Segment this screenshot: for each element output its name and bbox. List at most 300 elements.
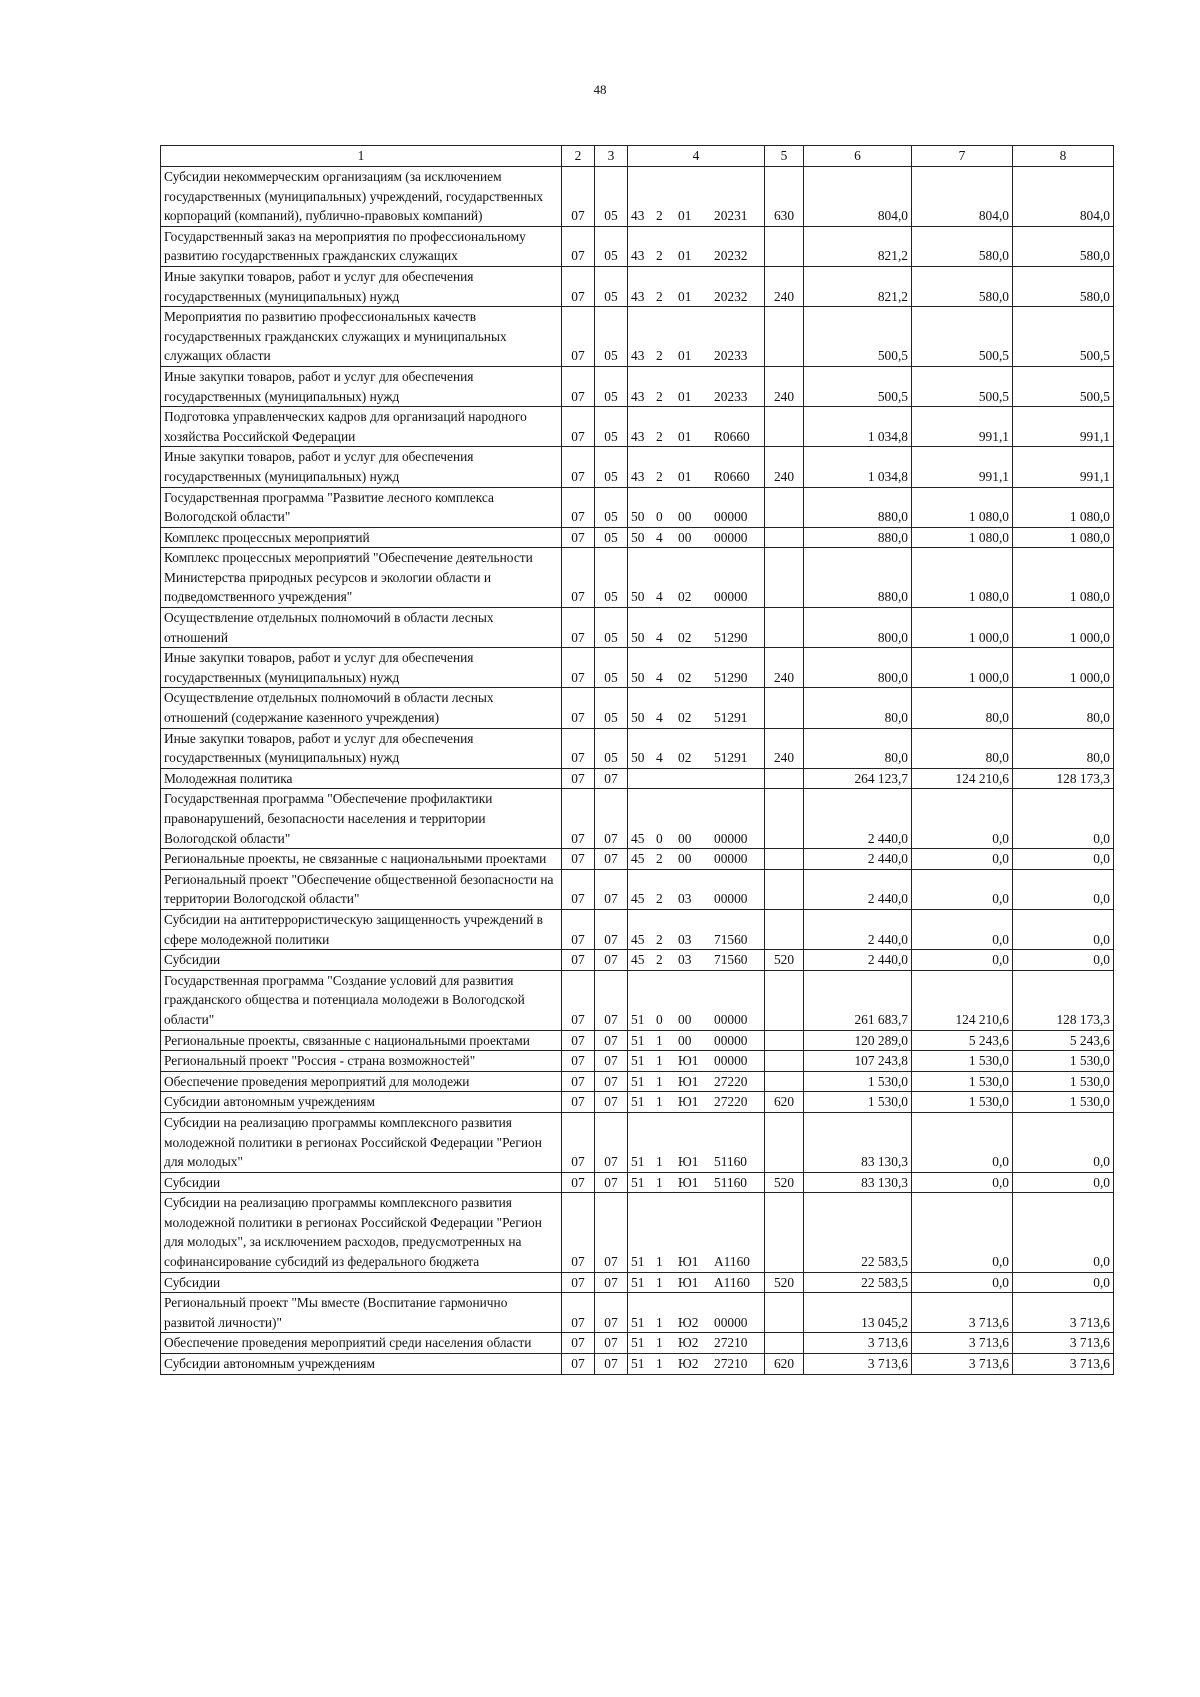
amount-col6: 1 034,8 [804, 447, 912, 487]
expense-type-code [765, 789, 804, 849]
section-code: 07 [562, 909, 595, 949]
row-name: Государственная программа "Развитие лесного комплекса Вологодской области" [161, 487, 562, 527]
amount-col8: 0,0 [1013, 950, 1114, 971]
subsection-code: 07 [595, 1293, 628, 1333]
structure-code: 4 [656, 710, 663, 726]
amount-col7: 0,0 [912, 950, 1013, 971]
amount-col6: 2 440,0 [804, 849, 912, 870]
target-code [628, 167, 765, 227]
direction-code: R0660 [714, 428, 750, 444]
expense-type-code [765, 688, 804, 728]
program-code: 51 [631, 1274, 645, 1290]
amount-col6: 1 530,0 [804, 1092, 912, 1113]
direction-code: R0660 [714, 468, 750, 484]
table-row [161, 1112, 1114, 1172]
expense-type-code [765, 1112, 804, 1172]
amount-col8: 1 080,0 [1013, 527, 1114, 548]
table-row [161, 970, 1114, 1030]
amount-col8: 991,1 [1013, 447, 1114, 487]
amount-col7: 80,0 [912, 728, 1013, 768]
subsection-code: 07 [595, 950, 628, 971]
program-code: 50 [631, 589, 645, 605]
target-code [628, 1272, 765, 1293]
table-row [161, 527, 1114, 548]
expense-type-code: 520 [765, 1172, 804, 1193]
direction-code: 00000 [714, 509, 748, 525]
expense-type-code: 520 [765, 950, 804, 971]
row-name: Обеспечение проведения мероприятий для молодежи [161, 1071, 562, 1092]
structure-code: 2 [656, 891, 663, 907]
program-code: 50 [631, 750, 645, 766]
section-code: 07 [562, 226, 595, 266]
element-code: 01 [678, 388, 692, 404]
target-code [628, 307, 765, 367]
direction-code: 20231 [714, 208, 748, 224]
table-row [161, 1092, 1114, 1113]
structure-code: 4 [656, 589, 663, 605]
amount-col6: 120 289,0 [804, 1030, 912, 1051]
direction-code: 51290 [714, 629, 748, 645]
amount-col7: 0,0 [912, 1112, 1013, 1172]
section-code: 07 [562, 407, 595, 447]
amount-col6: 261 683,7 [804, 970, 912, 1030]
subsection-code: 05 [595, 366, 628, 406]
target-code [628, 789, 765, 849]
program-code: 43 [631, 468, 645, 484]
amount-col6: 500,5 [804, 366, 912, 406]
direction-code: 27210 [714, 1356, 748, 1372]
target-code [628, 1293, 765, 1333]
amount-col8: 1 080,0 [1013, 487, 1114, 527]
row-name: Региональные проекты, не связанные с национальными проектами [161, 849, 562, 870]
expense-type-code [765, 548, 804, 608]
table-row [161, 1172, 1114, 1193]
expense-type-code: 240 [765, 648, 804, 688]
target-code [628, 1051, 765, 1072]
target-code [628, 970, 765, 1030]
structure-code: 1 [656, 1073, 663, 1089]
subsection-code: 05 [595, 266, 628, 306]
row-name: Субсидии на антитеррористическую защищенность учреждений в сфере молодежной политики [161, 909, 562, 949]
target-code [628, 487, 765, 527]
table-row [161, 1293, 1114, 1333]
table-row [161, 1272, 1114, 1293]
amount-col7: 991,1 [912, 447, 1013, 487]
amount-col8: 804,0 [1013, 167, 1114, 227]
amount-col7: 1 530,0 [912, 1071, 1013, 1092]
table-row [161, 548, 1114, 608]
section-code: 07 [562, 1092, 595, 1113]
amount-col8: 3 713,6 [1013, 1293, 1114, 1333]
header-cell: 7 [912, 146, 1013, 167]
program-code: 43 [631, 388, 645, 404]
element-code: 02 [678, 669, 692, 685]
expense-type-code [765, 1071, 804, 1092]
subsection-code: 07 [595, 1030, 628, 1051]
section-code: 07 [562, 789, 595, 849]
expense-type-code: 240 [765, 366, 804, 406]
row-name: Государственная программа "Создание условий для развития гражданского общества и потенциала молодежи в Вологодской области" [161, 970, 562, 1030]
row-name: Региональный проект "Мы вместе (Воспитание гармонично развитой личности)" [161, 1293, 562, 1333]
direction-code: 20232 [714, 288, 748, 304]
section-code: 07 [562, 167, 595, 227]
target-code [628, 869, 765, 909]
target-code [628, 950, 765, 971]
structure-code: 0 [656, 830, 663, 846]
expense-type-code: 240 [765, 266, 804, 306]
amount-col6: 804,0 [804, 167, 912, 227]
amount-col6: 821,2 [804, 226, 912, 266]
program-code: 43 [631, 428, 645, 444]
row-name: Государственный заказ на мероприятия по профессиональному развитию государственных гражданских служащих [161, 226, 562, 266]
table-row [161, 1354, 1114, 1375]
section-code: 07 [562, 447, 595, 487]
element-code: Ю1 [678, 1154, 699, 1170]
section-code: 07 [562, 728, 595, 768]
structure-code: 1 [656, 1094, 663, 1110]
section-code: 07 [562, 648, 595, 688]
amount-col8: 80,0 [1013, 728, 1114, 768]
amount-col7: 0,0 [912, 789, 1013, 849]
element-code: 03 [678, 931, 692, 947]
target-code [628, 266, 765, 306]
amount-col7: 0,0 [912, 1172, 1013, 1193]
table-row [161, 167, 1114, 227]
table-row [161, 487, 1114, 527]
expense-type-code: 630 [765, 167, 804, 227]
subsection-code: 05 [595, 307, 628, 367]
amount-col8: 0,0 [1013, 789, 1114, 849]
amount-col7: 991,1 [912, 407, 1013, 447]
structure-code: 2 [656, 388, 663, 404]
target-code [628, 1333, 765, 1354]
amount-col7: 3 713,6 [912, 1333, 1013, 1354]
subsection-code: 07 [595, 869, 628, 909]
target-code [628, 768, 765, 789]
amount-col6: 2 440,0 [804, 950, 912, 971]
subsection-code: 05 [595, 608, 628, 648]
target-code [628, 1112, 765, 1172]
section-code: 07 [562, 768, 595, 789]
structure-code: 2 [656, 851, 663, 867]
structure-code: 1 [656, 1053, 663, 1069]
section-code: 07 [562, 1030, 595, 1051]
amount-col8: 1 000,0 [1013, 608, 1114, 648]
amount-col7: 3 713,6 [912, 1354, 1013, 1375]
structure-code: 1 [656, 1335, 663, 1351]
amount-col7: 500,5 [912, 307, 1013, 367]
structure-code: 2 [656, 468, 663, 484]
section-code: 07 [562, 266, 595, 306]
element-code: Ю1 [678, 1254, 699, 1270]
amount-col8: 1 530,0 [1013, 1092, 1114, 1113]
amount-col7: 1 530,0 [912, 1092, 1013, 1113]
table-row [161, 648, 1114, 688]
amount-col6: 22 583,5 [804, 1193, 912, 1272]
section-code: 07 [562, 1272, 595, 1293]
amount-col8: 0,0 [1013, 849, 1114, 870]
structure-code: 1 [656, 1032, 663, 1048]
subsection-code: 05 [595, 407, 628, 447]
row-name: Государственная программа "Обеспечение профилактики правонарушений, безопасности населения и территории Вологодской области" [161, 789, 562, 849]
direction-code: 27210 [714, 1335, 748, 1351]
subsection-code: 05 [595, 527, 628, 548]
program-code: 45 [631, 931, 645, 947]
direction-code: 00000 [714, 830, 748, 846]
subsection-code: 07 [595, 768, 628, 789]
target-code [628, 1172, 765, 1193]
amount-col6: 800,0 [804, 608, 912, 648]
amount-col7: 0,0 [912, 869, 1013, 909]
section-code: 07 [562, 1051, 595, 1072]
program-code: 43 [631, 248, 645, 264]
subsection-code: 05 [595, 167, 628, 227]
program-code: 51 [631, 1356, 645, 1372]
target-code [628, 527, 765, 548]
row-name: Осуществление отдельных полномочий в области лесных отношений (содержание казенного учреждения) [161, 688, 562, 728]
structure-code: 2 [656, 348, 663, 364]
subsection-code: 05 [595, 548, 628, 608]
row-name: Обеспечение проведения мероприятий среди населения области [161, 1333, 562, 1354]
amount-col7: 124 210,6 [912, 970, 1013, 1030]
amount-col8: 0,0 [1013, 1193, 1114, 1272]
element-code: Ю1 [678, 1094, 699, 1110]
row-name: Субсидии на реализацию программы комплексного развития молодежной политики в регионах Российской Федерации "Регион для молодых", за исключением расходов, предусмотренных на софинансирование субсидий из федерального бюджета [161, 1193, 562, 1272]
target-code [628, 548, 765, 608]
element-code: Ю2 [678, 1335, 699, 1351]
budget-table [160, 145, 1114, 1375]
amount-col8: 80,0 [1013, 688, 1114, 728]
element-code: 01 [678, 248, 692, 264]
table-row [161, 1333, 1114, 1354]
amount-col7: 1 000,0 [912, 608, 1013, 648]
element-code: Ю2 [678, 1356, 699, 1372]
element-code: 01 [678, 208, 692, 224]
direction-code: 51291 [714, 710, 748, 726]
amount-col6: 80,0 [804, 688, 912, 728]
element-code: 00 [678, 851, 692, 867]
target-code [628, 1092, 765, 1113]
header-cell: 3 [595, 146, 628, 167]
amount-col8: 0,0 [1013, 1112, 1114, 1172]
direction-code: 00000 [714, 1011, 748, 1027]
element-code: 02 [678, 710, 692, 726]
structure-code: 2 [656, 931, 663, 947]
structure-code: 1 [656, 1356, 663, 1372]
amount-col7: 0,0 [912, 1272, 1013, 1293]
row-name: Субсидии [161, 950, 562, 971]
target-code [628, 909, 765, 949]
target-code [628, 1071, 765, 1092]
expense-type-code [765, 1293, 804, 1333]
element-code: 00 [678, 1011, 692, 1027]
element-code: 01 [678, 348, 692, 364]
amount-col6: 107 243,8 [804, 1051, 912, 1072]
section-code: 07 [562, 487, 595, 527]
subsection-code: 05 [595, 447, 628, 487]
amount-col6: 80,0 [804, 728, 912, 768]
section-code: 07 [562, 1333, 595, 1354]
amount-col7: 500,5 [912, 366, 1013, 406]
subsection-code: 05 [595, 728, 628, 768]
expense-type-code [765, 226, 804, 266]
direction-code: 51160 [714, 1154, 747, 1170]
amount-col6: 83 130,3 [804, 1112, 912, 1172]
section-code: 07 [562, 1193, 595, 1272]
expense-type-code [765, 1051, 804, 1072]
amount-col7: 580,0 [912, 226, 1013, 266]
expense-type-code [765, 1193, 804, 1272]
table-row [161, 950, 1114, 971]
direction-code: 00000 [714, 529, 748, 545]
table-row [161, 1071, 1114, 1092]
program-code: 50 [631, 529, 645, 545]
table-row [161, 768, 1114, 789]
element-code: 00 [678, 509, 692, 525]
table-row [161, 447, 1114, 487]
element-code: 01 [678, 428, 692, 444]
amount-col8: 1 530,0 [1013, 1051, 1114, 1072]
table-row [161, 266, 1114, 306]
row-name: Иные закупки товаров, работ и услуг для обеспечения государственных (муниципальных) нужд [161, 728, 562, 768]
element-code: Ю1 [678, 1073, 699, 1089]
direction-code: 00000 [714, 1314, 748, 1330]
structure-code: 2 [656, 428, 663, 444]
row-name: Подготовка управленческих кадров для организаций народного хозяйства Российской Федерации [161, 407, 562, 447]
amount-col7: 1 000,0 [912, 648, 1013, 688]
expense-type-code [765, 909, 804, 949]
table-row [161, 366, 1114, 406]
target-code [628, 447, 765, 487]
expense-type-code [765, 970, 804, 1030]
amount-col6: 2 440,0 [804, 789, 912, 849]
row-name: Иные закупки товаров, работ и услуг для обеспечения государственных (муниципальных) нужд [161, 648, 562, 688]
amount-col8: 500,5 [1013, 366, 1114, 406]
header-cell: 2 [562, 146, 595, 167]
amount-col8: 0,0 [1013, 1272, 1114, 1293]
direction-code: 27220 [714, 1094, 748, 1110]
program-code: 51 [631, 1011, 645, 1027]
amount-col6: 880,0 [804, 487, 912, 527]
structure-code: 4 [656, 669, 663, 685]
amount-col6: 264 123,7 [804, 768, 912, 789]
subsection-code: 07 [595, 1354, 628, 1375]
header-cell: 4 [628, 146, 765, 167]
program-code: 45 [631, 830, 645, 846]
amount-col8: 1 000,0 [1013, 648, 1114, 688]
amount-col7: 1 080,0 [912, 527, 1013, 548]
section-code: 07 [562, 1112, 595, 1172]
row-name: Иные закупки товаров, работ и услуг для обеспечения государственных (муниципальных) нужд [161, 366, 562, 406]
direction-code: 20233 [714, 388, 748, 404]
element-code: 00 [678, 1032, 692, 1048]
direction-code: 27220 [714, 1073, 748, 1089]
amount-col8: 500,5 [1013, 307, 1114, 367]
section-code: 07 [562, 1354, 595, 1375]
program-code: 51 [631, 1154, 645, 1170]
table-row [161, 688, 1114, 728]
expense-type-code: 240 [765, 447, 804, 487]
amount-col7: 0,0 [912, 909, 1013, 949]
section-code: 07 [562, 307, 595, 367]
structure-code: 1 [656, 1314, 663, 1330]
structure-code: 1 [656, 1274, 663, 1290]
program-code: 43 [631, 208, 645, 224]
expense-type-code: 620 [765, 1354, 804, 1375]
subsection-code: 05 [595, 648, 628, 688]
amount-col6: 880,0 [804, 527, 912, 548]
row-name: Иные закупки товаров, работ и услуг для обеспечения государственных (муниципальных) нужд [161, 447, 562, 487]
target-code [628, 226, 765, 266]
structure-code: 2 [656, 208, 663, 224]
amount-col6: 3 713,6 [804, 1333, 912, 1354]
program-code: 43 [631, 288, 645, 304]
direction-code: 51290 [714, 669, 748, 685]
structure-code: 1 [656, 1254, 663, 1270]
structure-code: 0 [656, 1011, 663, 1027]
expense-type-code [765, 407, 804, 447]
amount-col6: 3 713,6 [804, 1354, 912, 1375]
table-row [161, 728, 1114, 768]
direction-code: 00000 [714, 1053, 748, 1069]
table-row [161, 1051, 1114, 1072]
table-row [161, 608, 1114, 648]
amount-col6: 821,2 [804, 266, 912, 306]
section-code: 07 [562, 1293, 595, 1333]
target-code [628, 648, 765, 688]
table-row [161, 789, 1114, 849]
program-code: 43 [631, 348, 645, 364]
direction-code: 51291 [714, 750, 748, 766]
target-code [628, 688, 765, 728]
element-code: Ю1 [678, 1274, 699, 1290]
direction-code: A1160 [714, 1254, 750, 1270]
amount-col8: 128 173,3 [1013, 970, 1114, 1030]
subsection-code: 07 [595, 1112, 628, 1172]
subsection-code: 07 [595, 1051, 628, 1072]
structure-code: 1 [656, 1154, 663, 1170]
amount-col8: 3 713,6 [1013, 1354, 1114, 1375]
element-code: 02 [678, 589, 692, 605]
subsection-code: 07 [595, 1071, 628, 1092]
structure-code: 2 [656, 952, 663, 968]
amount-col8: 3 713,6 [1013, 1333, 1114, 1354]
amount-col7: 1 080,0 [912, 487, 1013, 527]
direction-code: 00000 [714, 891, 748, 907]
element-code: 00 [678, 529, 692, 545]
subsection-code: 07 [595, 1272, 628, 1293]
program-code: 51 [631, 1254, 645, 1270]
table-header-row [161, 146, 1114, 167]
subsection-code: 07 [595, 909, 628, 949]
table-row [161, 1193, 1114, 1272]
program-code: 51 [631, 1314, 645, 1330]
row-name: Комплекс процессных мероприятий "Обеспечение деятельности Министерства природных ресурсов и экологии области и подведомственного учреждения" [161, 548, 562, 608]
row-name: Мероприятия по развитию профессиональных качеств государственных гражданских служащих и муниципальных служащих области [161, 307, 562, 367]
element-code: 02 [678, 629, 692, 645]
element-code: Ю1 [678, 1053, 699, 1069]
program-code: 50 [631, 669, 645, 685]
row-name: Субсидии некоммерческим организациям (за исключением государственных (муниципальных) учреждений, государственных корпораций (компаний), публично-правовых компаний) [161, 167, 562, 227]
page-number: 48 [593, 82, 607, 97]
section-code: 07 [562, 869, 595, 909]
program-code: 45 [631, 891, 645, 907]
expense-type-code: 240 [765, 728, 804, 768]
row-name: Субсидии автономным учреждениям [161, 1092, 562, 1113]
target-code [628, 1193, 765, 1272]
section-code: 07 [562, 527, 595, 548]
expense-type-code [765, 307, 804, 367]
